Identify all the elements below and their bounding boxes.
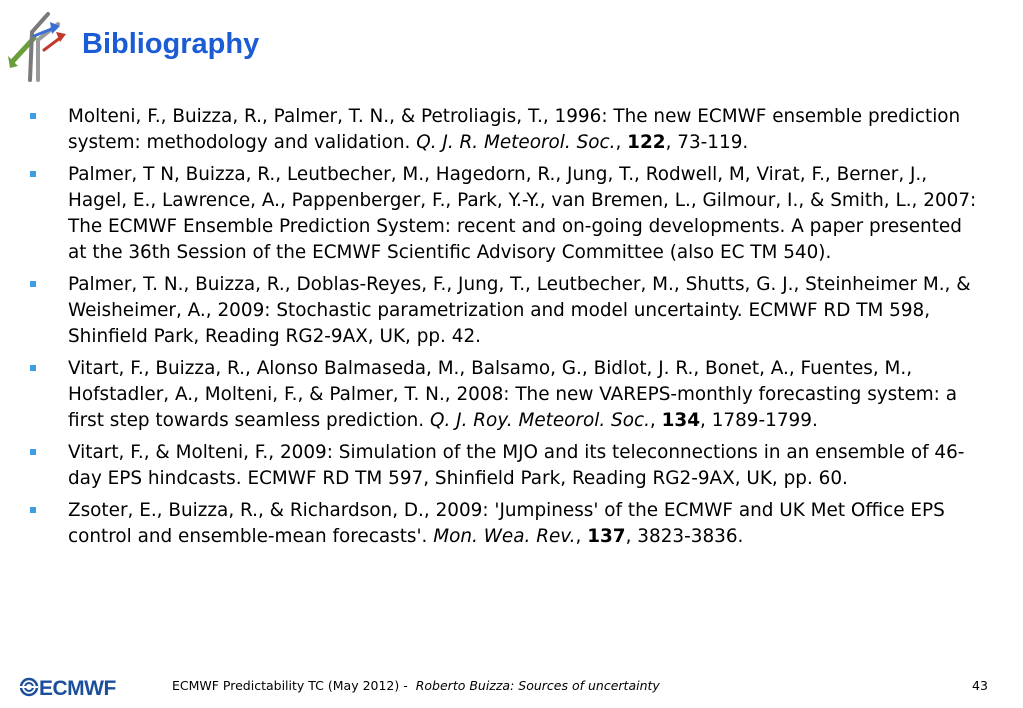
ensemble-arrows-icon: [8, 10, 70, 82]
bullet-icon: [30, 507, 36, 513]
reference-text: Vitart, F., Buizza, R., Alonso Balmaseda, M., Balsamo, G., Bidlot, J. R., Bonet, A., Fuentes, M., Hofstadler, A., Molteni, F., & Palmer, T. N., 2008: The new VAREPS-monthly forecasting system: a first step towards seamless prediction.: [68, 358, 957, 431]
reference-text: Molteni, F., Buizza, R., Palmer, T. N., & Petroliagis, T., 1996: The new ECMWF ensemble prediction system: methodology and validation.: [68, 106, 961, 153]
footer-author: Roberto Buizza: Sources of uncertainty: [415, 678, 660, 693]
reference-item: [28, 440, 983, 492]
reference-list: [28, 104, 983, 556]
reference-volume: 122: [627, 132, 666, 153]
footer-text: [172, 678, 660, 693]
page-number: 43: [972, 678, 988, 693]
reference-item: [28, 356, 983, 434]
reference-separator: ,: [575, 526, 588, 547]
reference-journal: Q. J. Roy. Meteorol. Soc.: [430, 410, 650, 431]
reference-separator: ,: [649, 410, 662, 431]
bullet-icon: [30, 171, 36, 177]
footer-event: ECMWF Predictability TC (May 2012) -: [172, 678, 412, 693]
reference-text: Zsoter, E., Buizza, R., & Richardson, D., 2009: 'Jumpiness' of the ECMWF and UK Met Office EPS control and ensemble-mean forecasts'.: [68, 500, 945, 547]
bullet-icon: [30, 365, 36, 371]
reference-journal: Q. J. R. Meteorol. Soc.: [416, 132, 616, 153]
reference-item: [28, 104, 983, 156]
svg-text:ECMWF: ECMWF: [39, 677, 116, 698]
reference-separator: ,: [615, 132, 628, 153]
reference-pages: , 1789-1799.: [700, 410, 818, 431]
reference-item: [28, 162, 983, 266]
page-title: Bibliography: [82, 28, 260, 60]
bullet-icon: [30, 449, 36, 455]
reference-volume: 137: [587, 526, 626, 547]
reference-pages: , 73-119.: [665, 132, 749, 153]
reference-text: Palmer, T N, Buizza, R., Leutbecher, M., Hagedorn, R., Jung, T., Rodwell, M, Virat, F., Berner, J., Hagel, E., Lawrence, A., Pappenberger, F., Park, Y.-Y., van Bremen, L., Gilmour, I., & Smith, L., 2007: The ECMWF Ensemble Prediction System: recent and on-going developments. A paper presented at the 36th Session of the ECMWF Scientific Advisory Committee (also EC TM 540).: [68, 164, 977, 263]
reference-item: [28, 272, 983, 350]
reference-pages: , 3823-3836.: [625, 526, 744, 547]
bullet-icon: [30, 113, 36, 119]
reference-volume: 134: [661, 410, 701, 431]
reference-text: Vitart, F., & Molteni, F., 2009: Simulation of the MJO and its teleconnections in an ensemble of 46-day EPS hindcasts. ECMWF RD TM 597, Shinfield Park, Reading RG2-9AX, UK, pp. 60.: [68, 442, 965, 489]
bullet-icon: [30, 281, 36, 287]
ecmwf-logo: [20, 676, 148, 698]
reference-text: Palmer, T. N., Buizza, R., Doblas-Reyes, F., Jung, T., Leutbecher, M., Shutts, G. J., Steinheimer M., & Weisheimer, A., 2009: Stochastic parametrization and model uncertainty. ECMWF RD TM 598, Shinfield Park, Reading RG2-9AX, UK, pp. 42.: [68, 274, 971, 347]
reference-journal: Mon. Wea. Rev.: [433, 526, 576, 547]
reference-item: [28, 498, 983, 550]
